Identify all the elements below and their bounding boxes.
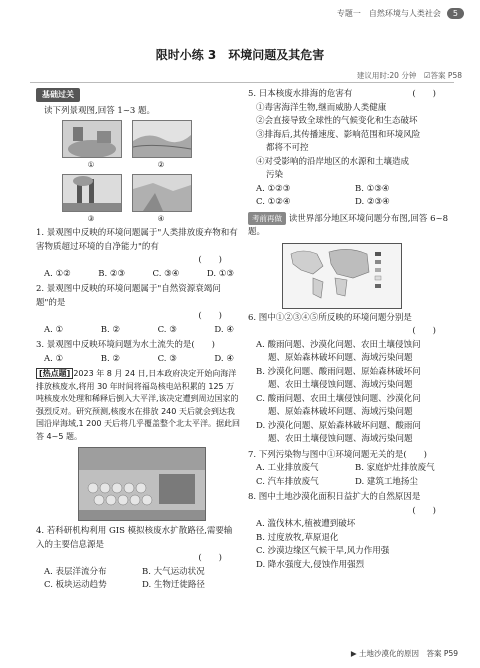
q6-option-a[interactable]: A. 酸雨问题、沙漠化问题、农田土壤侵蚀问 <box>256 339 421 350</box>
q6-answer-bracket: ( ) <box>412 326 436 336</box>
q8-option-a[interactable]: A. 滥伐林木,植被遭到破坏 <box>256 519 356 529</box>
q4-answer-bracket: ( ) <box>198 553 222 563</box>
q5-options <box>248 183 454 210</box>
q6-stem: 6. 图中①②③④⑤所反映的环境问题分别是 <box>248 312 412 323</box>
q1-options <box>36 268 240 282</box>
landscape-images <box>62 120 240 225</box>
q6-option-c[interactable]: C. 酸雨问题、农田土壤侵蚀问题、沙漠化问 <box>256 393 421 404</box>
landscape-2 <box>132 120 190 172</box>
q3-option-a[interactable]: A. ① <box>44 353 64 364</box>
q4-option-c[interactable]: C. 板块运动趋势 <box>44 580 107 590</box>
question-6 <box>248 312 454 447</box>
landscape-label-3: ③ <box>87 213 95 223</box>
landscape-label-2: ② <box>157 160 165 169</box>
hot-topic-tag: [热点题] <box>36 368 73 379</box>
title-divider <box>30 82 454 83</box>
q5-statement-3: ③排海后,其传播速度、影响范围和环境风险 <box>256 129 421 140</box>
page-number-badge: 5 <box>447 8 464 19</box>
q4-option-d[interactable]: D. 生物迁徙路径 <box>142 580 205 590</box>
q3-option-d[interactable]: D. ④ <box>214 353 234 364</box>
section-label-exam: 考前再做 <box>248 212 286 226</box>
question-1 <box>36 227 240 281</box>
question-3 <box>36 339 240 366</box>
q8-answer-bracket: ( ) <box>412 505 436 516</box>
q2-option-c[interactable]: C. ③ <box>157 324 177 335</box>
q2-options <box>36 324 240 338</box>
q6-option-d-cont: 题、农田土壤侵蚀问题、海域污染问题 <box>268 434 413 444</box>
q3-option-c[interactable]: C. ③ <box>157 353 177 364</box>
q2-option-d[interactable]: D. ④ <box>214 324 234 335</box>
q6-stem-row <box>248 312 454 326</box>
q1-stem: 1. 景观图中反映的环境问题属于"人类排放废弃物和有害物质超过环境的自净能力"的有 <box>36 228 238 252</box>
q5-statement-1: ①毒害海洋生物,继而威胁人类健康 <box>256 102 387 113</box>
landscape-label-4: ④ <box>157 213 165 223</box>
q1-option-c[interactable]: C. ③④ <box>152 268 180 279</box>
q8-option-c[interactable]: C. 沙漠边缘区气候干旱,风力作用强 <box>256 546 390 556</box>
q6-option-a-cont: 题、原始森林破坏问题、海域污染问题 <box>268 353 413 363</box>
q7-option-c[interactable]: C. 汽车排放废气 <box>256 476 319 487</box>
q6-option-b-cont: 题、农田土壤侵蚀问题、海域污染问题 <box>268 380 413 390</box>
question-4 <box>36 525 240 593</box>
q5-stem: 5. 日本核废水排海的危害有 <box>248 89 353 99</box>
q7-option-b[interactable]: B. 家庭炉灶排放废气 <box>355 463 435 473</box>
q5-statement-4-cont: 污染 <box>266 170 284 180</box>
q6-option-d[interactable]: D. 沙漠化问题、原始森林破坏问题、酸雨问 <box>256 420 421 431</box>
landscape-image-3 <box>62 174 122 212</box>
q8-option-d[interactable]: D. 降水强度大,侵蚀作用强烈 <box>256 559 365 570</box>
exam-intro-text: 读世界部分地区环境问题分布图,回答 6~8 题。 <box>248 213 449 237</box>
q7-stem: 7. 下列污染物与图中①环境问题无关的是( ) <box>248 449 427 460</box>
landscape-1 <box>62 120 120 172</box>
q5-stem-row <box>248 88 454 102</box>
world-problem-map <box>282 243 402 309</box>
q7-option-a[interactable]: A. 工业排放废气 <box>256 463 319 473</box>
question-2 <box>36 283 240 337</box>
q1-option-b[interactable]: B. ②③ <box>98 268 126 279</box>
q8-stem: 8. 图中土地沙漠化面积日益扩大的自然原因是 <box>248 492 421 502</box>
landscape-3 <box>62 174 120 226</box>
right-column <box>248 88 454 572</box>
q5-statement-3-cont: 都将不可控 <box>266 143 309 153</box>
q6-option-b[interactable]: B. 沙漠化问题、酸雨问题、原始森林破坏问 <box>256 366 421 377</box>
intro-text: 读下列景观图,回答 1~3 题。 <box>44 105 156 116</box>
question-7 <box>248 449 454 490</box>
question-5 <box>248 88 454 210</box>
landscape-label-1: ① <box>87 160 95 169</box>
q4-option-b[interactable]: B. 大气运动状况 <box>142 566 205 577</box>
header-text: 专题一 自然环境与人类社会 <box>336 9 441 18</box>
landscape-image-2 <box>132 120 192 158</box>
section-label-basic: 基础过关 <box>36 88 80 102</box>
q4-stem: 4. 若科研机构利用 GIS 模拟核废水扩散路径,需要输入的主要信息源是 <box>36 526 233 550</box>
q3-stem: 3. 景观图中反映环境问题为水土流失的是( ) <box>36 340 215 350</box>
landscape-image-4 <box>132 174 192 212</box>
question-8 <box>248 491 454 572</box>
q2-answer-bracket: ( ) <box>198 311 222 321</box>
landscape-image-1 <box>62 120 122 158</box>
q2-option-a[interactable]: A. ① <box>44 324 64 335</box>
q3-option-b[interactable]: B. ② <box>100 353 121 364</box>
q7-option-d[interactable]: D. 建筑工地扬尘 <box>355 476 418 487</box>
q4-option-a[interactable]: A. 表层洋流分布 <box>44 566 107 577</box>
q5-statement-4: ④对受影响的沿岸地区的水源和土壤造成 <box>256 156 410 167</box>
time-answer-meta: 建议用时:20 分钟 ☑答案 P58 <box>356 71 462 80</box>
q5-option-b[interactable]: B. ①③④ <box>355 183 390 194</box>
q5-answer-bracket: ( ) <box>412 89 436 99</box>
q5-option-a[interactable]: A. ①②③ <box>256 183 291 194</box>
q6-option-c-cont: 题、原始森林破坏问题、海域污染问题 <box>268 407 413 417</box>
q5-statement-2: ②会直接导致全球性的气候变化和生态破坏 <box>256 116 418 126</box>
page-title: 限时小练 3 环境问题及其危害 <box>155 48 325 62</box>
q1-option-a[interactable]: A. ①② <box>44 268 71 279</box>
landscape-4 <box>132 174 190 226</box>
exam-intro <box>248 212 454 240</box>
page-footer: ▶ 土地沙漠化的原因 答案 P59 <box>350 649 458 658</box>
q4-options <box>36 566 240 593</box>
hot-topic-text: 2023 年 8 月 24 日,日本政府决定开始向海洋排放核废水,将用 30 年时间将福岛核电站积累的 125 万吨核废水处理和稀释后倒入大平洋,该决定遭到周边国家的强烈反对。研究预测,核废水在排放 240 天后就会到达我国沿岸海域,1 200 天后将几乎覆盖整个北太平洋。据此回答 4~5 题。 <box>36 369 240 441</box>
fukushima-plant-photo <box>78 447 206 521</box>
q1-option-d[interactable]: D. ①③ <box>206 268 234 279</box>
q7-options <box>248 462 454 489</box>
left-column <box>36 88 240 593</box>
q2-option-b[interactable]: B. ② <box>100 324 121 335</box>
hot-topic-paragraph <box>36 368 240 443</box>
q2-stem: 2. 景观图中反映的环境问题属于"自然资源衰竭问题"的是 <box>36 284 221 308</box>
q8-option-b[interactable]: B. 过度放牧,草原退化 <box>256 532 339 543</box>
q3-options <box>36 353 240 367</box>
q1-answer-bracket: ( ) <box>198 255 222 265</box>
q5-option-c[interactable]: C. ①②④ <box>256 197 291 207</box>
q5-option-d[interactable]: D. ②③④ <box>355 197 390 207</box>
page-header <box>337 8 464 19</box>
